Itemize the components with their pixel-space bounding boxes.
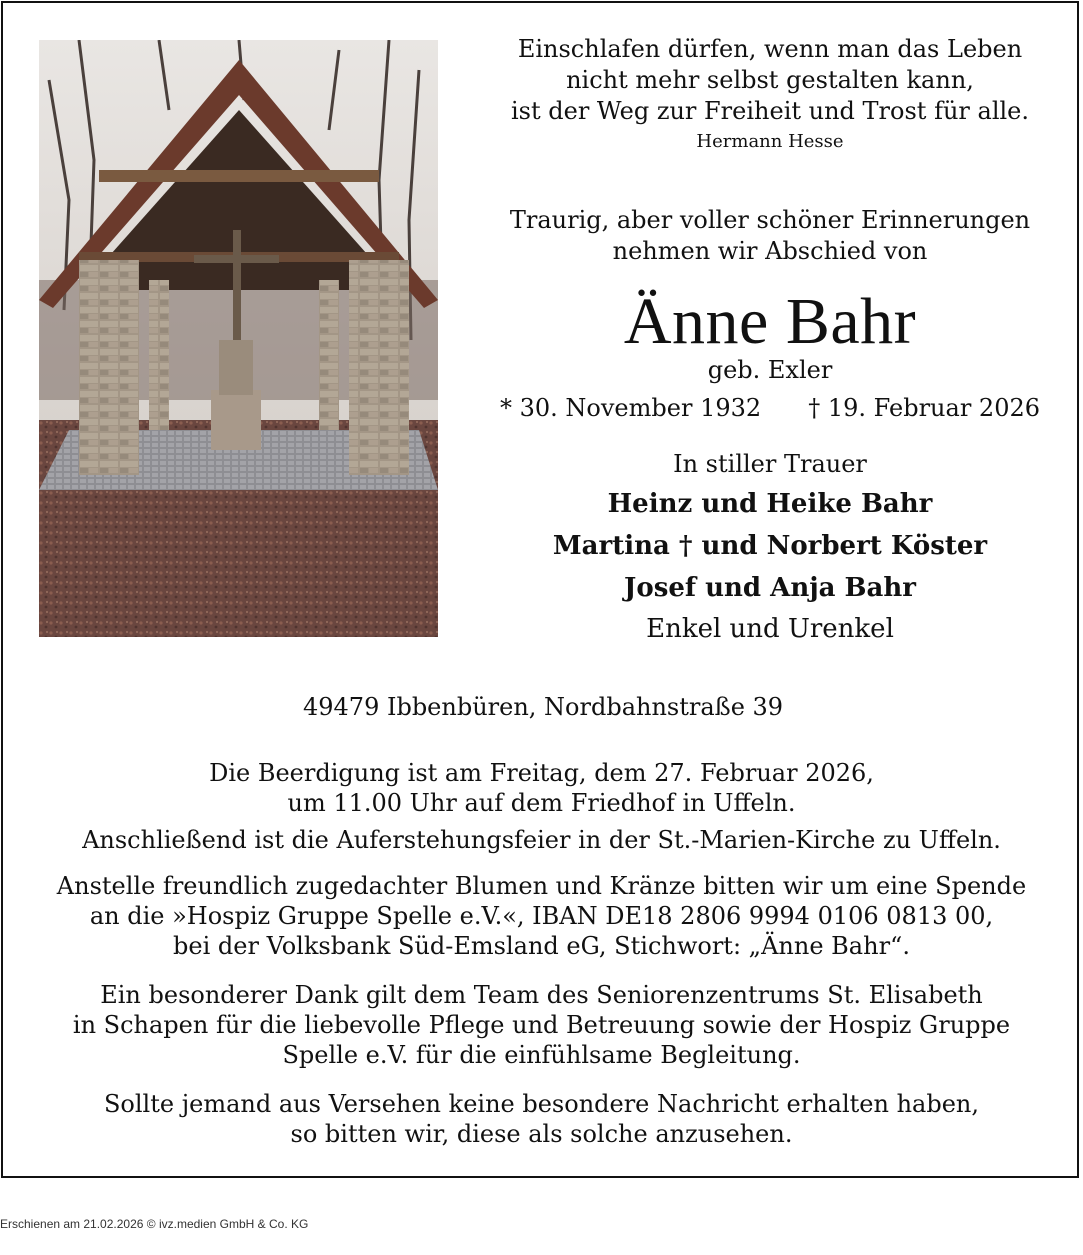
- mourner-family: Martina † und Norbert Köster: [552, 531, 988, 561]
- paragraph-line: um 11.00 Uhr auf dem Friedhof in Uffeln.: [287, 789, 796, 817]
- paragraph-line: an die »Hospiz Gruppe Spelle e.V.«, IBAN DE18 2806 9994 0106 0813 00,: [89, 902, 994, 930]
- birth-date: * 30. November 1932: [500, 394, 762, 422]
- stone-pillar-right-front: [349, 260, 409, 475]
- quote: [460, 34, 1080, 127]
- donation-paragraph: [0, 871, 1083, 961]
- intro-text: [460, 205, 1080, 267]
- maiden-name: geb. Exler: [707, 356, 833, 384]
- paragraph-line: in Schapen für die liebevolle Pflege und Betreuung sowie der Hospiz Gruppe: [72, 1011, 1011, 1039]
- notice-paragraph: [0, 1089, 1083, 1149]
- paragraph-line: so bitten wir, diese als solche anzusehen.: [290, 1120, 793, 1148]
- quote-author: Hermann Hesse: [696, 131, 844, 152]
- intro-line: Traurig, aber voller schöner Erinnerungen: [509, 206, 1031, 234]
- stone-pedestal: [211, 390, 261, 450]
- grandchildren: Enkel und Urenkel: [646, 614, 894, 644]
- paragraph-line: Ein besonderer Dank gilt dem Team des Seniorenzentrums St. Elisabeth: [100, 981, 983, 1009]
- thanks-paragraph: [0, 980, 1083, 1070]
- paragraph-line: Anschließend ist die Auferstehungsfeier in der St.-Marien-Kirche zu Uffeln.: [82, 826, 1001, 854]
- chapel-photo: [39, 40, 438, 637]
- death-date: † 19. Februar 2026: [808, 394, 1040, 422]
- paragraph-line: Sollte jemand aus Versehen keine besondere Nachricht erhalten haben,: [103, 1090, 980, 1118]
- address: 49479 Ibbenbüren, Nordbahnstraße 39: [303, 693, 784, 721]
- deceased-name: Änne Bahr: [623, 285, 917, 358]
- paragraph-line: Die Beerdigung ist am Freitag, dem 27. Februar 2026,: [209, 759, 874, 787]
- publication-footer: Erschienen am 21.02.2026 © ivz.medien GmbH & Co. KG: [0, 1217, 309, 1231]
- stone-pillar-left-front: [79, 260, 139, 475]
- paragraph-line: bei der Volksbank Süd-Emsland eG, Stichwort: „Änne Bahr“.: [173, 932, 910, 960]
- intro-line: nehmen wir Abschied von: [612, 237, 928, 265]
- quote-line: nicht mehr selbst gestalten kann,: [566, 66, 974, 94]
- mourner-family: Josef und Anja Bahr: [624, 573, 916, 603]
- paragraph-line: Spelle e.V. für die einfühlsame Begleitung.: [282, 1041, 801, 1069]
- quote-line: Einschlafen dürfen, wenn man das Leben: [517, 35, 1023, 63]
- main-text-column: [460, 0, 1080, 660]
- ceremony-paragraph: [0, 825, 1083, 855]
- paragraph-line: Anstelle freundlich zugedachter Blumen und Kränze bitten wir um eine Spende: [56, 872, 1027, 900]
- funeral-paragraph: [0, 758, 1083, 818]
- roof-beam: [99, 170, 379, 182]
- mourning-intro: In stiller Trauer: [673, 450, 867, 478]
- quote-line: ist der Weg zur Freiheit und Trost für alle.: [510, 97, 1029, 125]
- mourner-family: Heinz und Heike Bahr: [607, 489, 933, 519]
